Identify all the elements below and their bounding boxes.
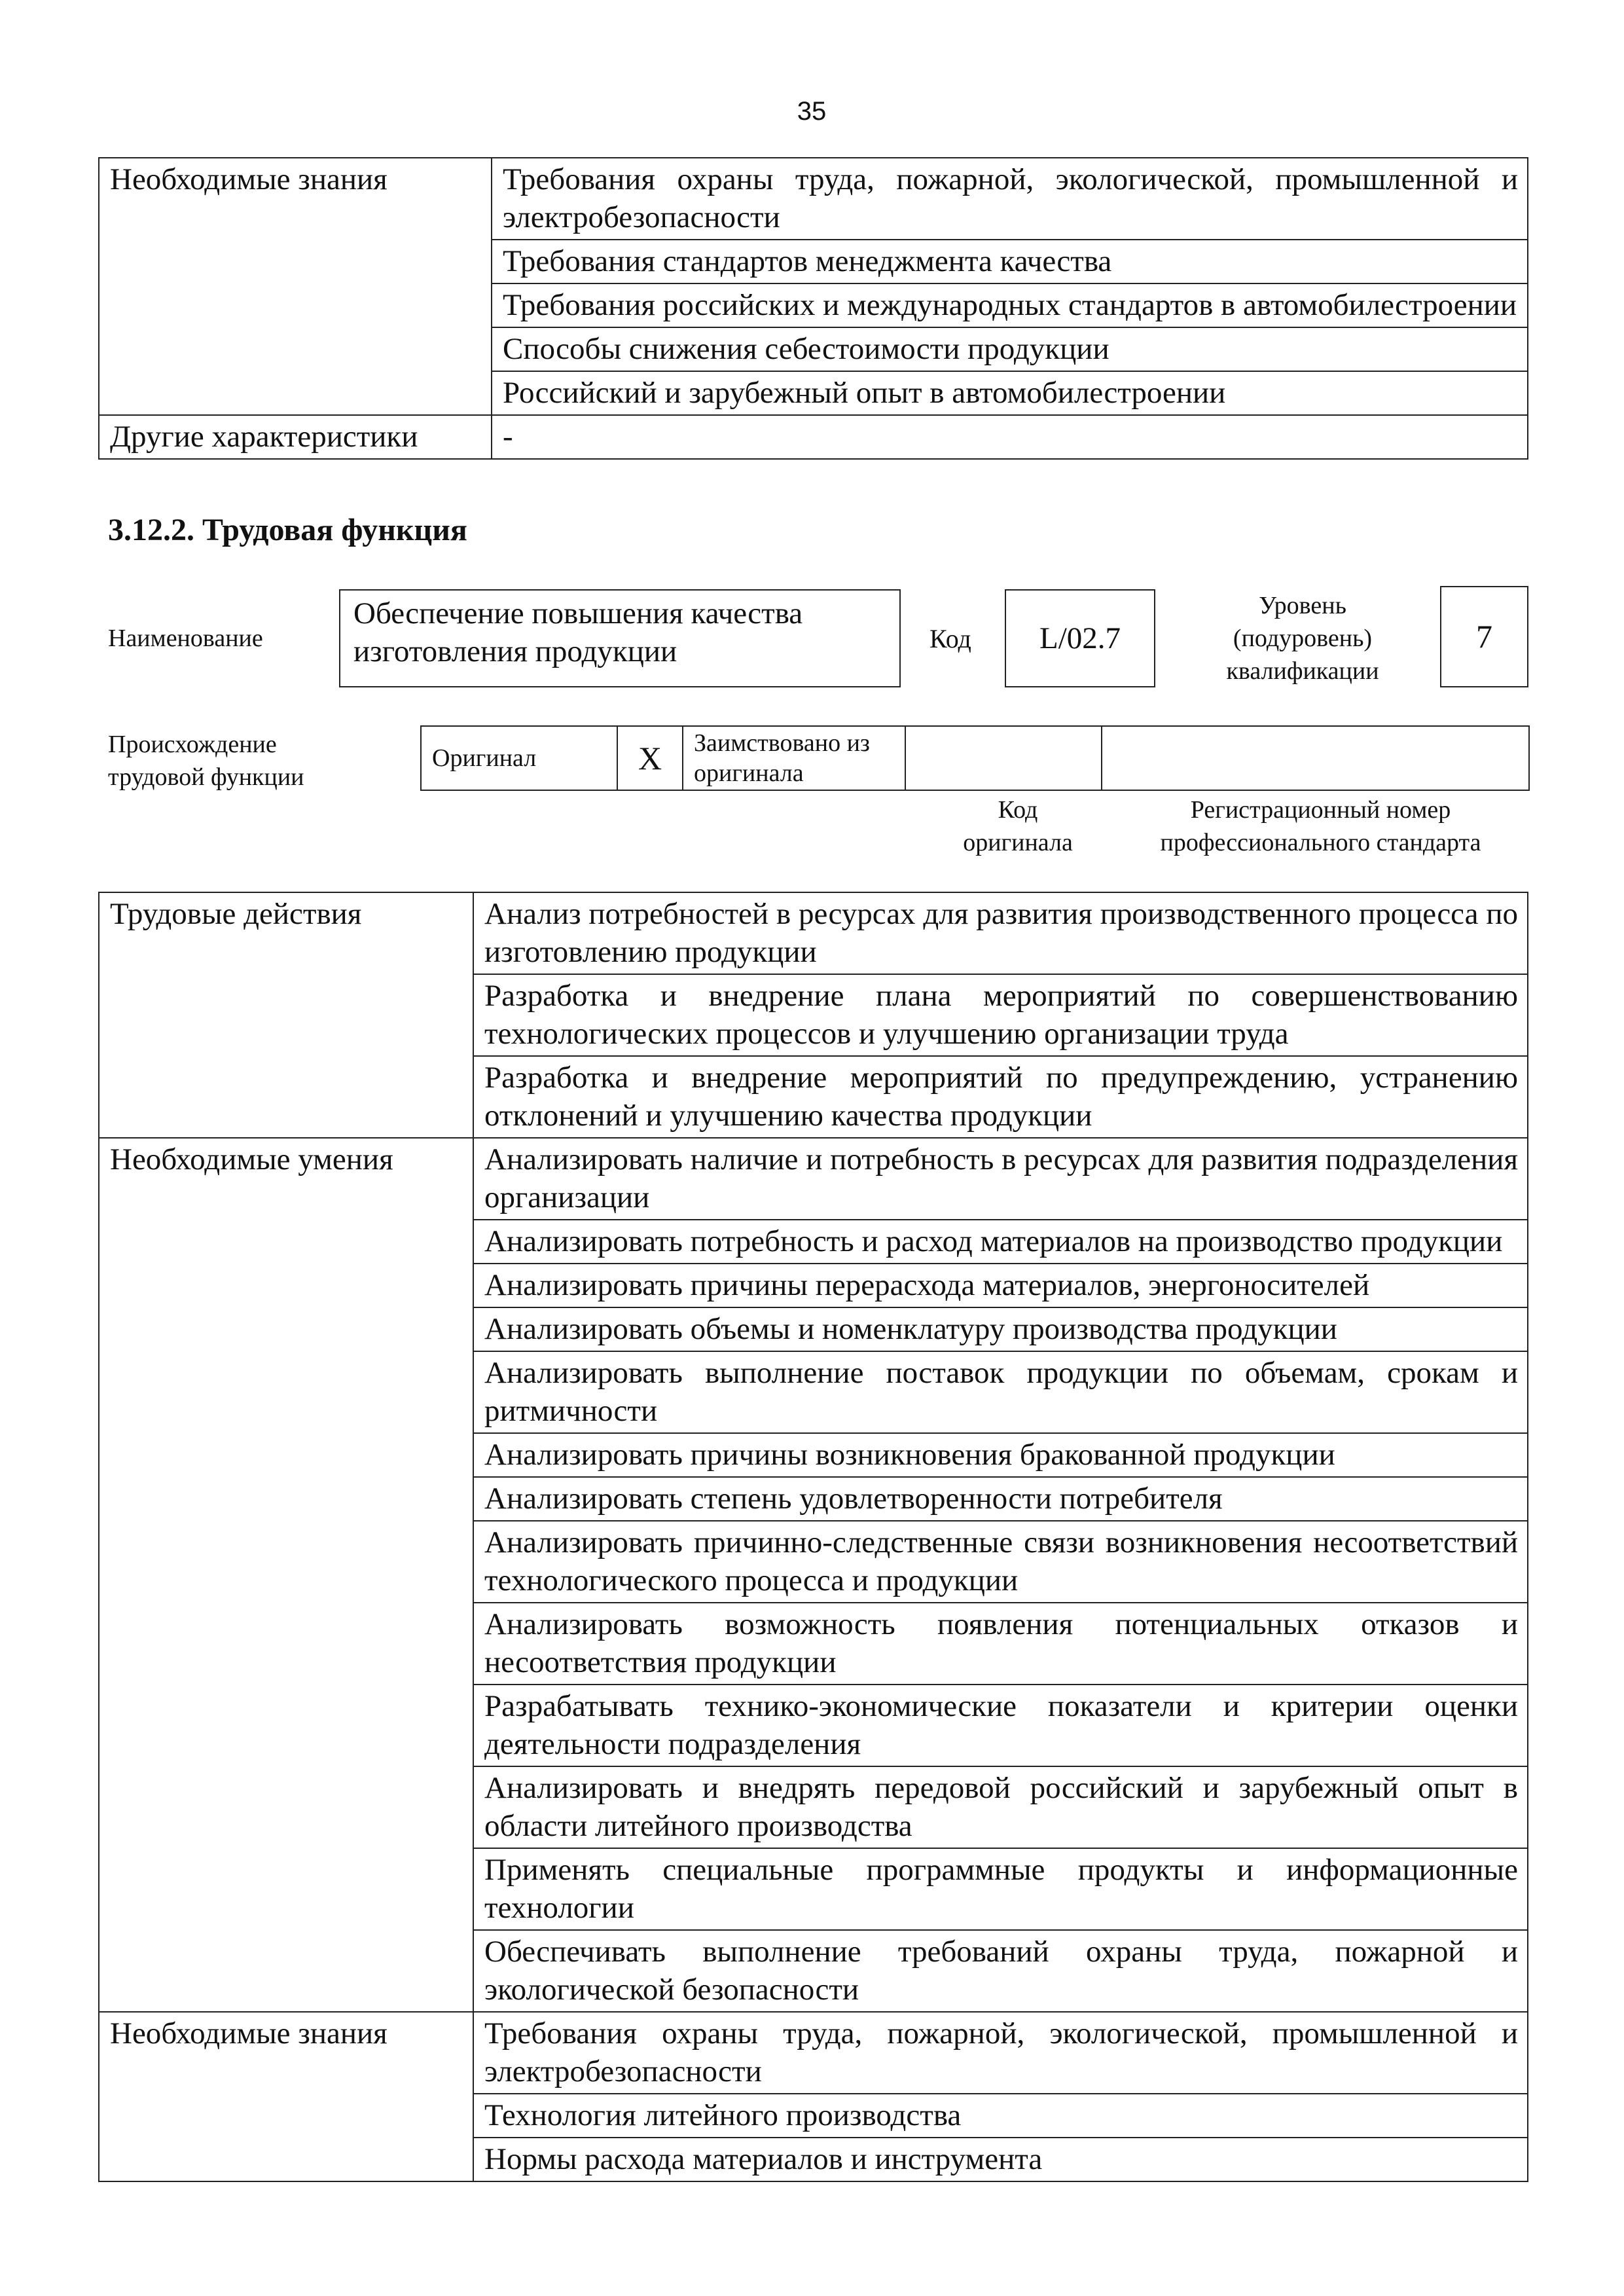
other-characteristics-label: Другие характеристики bbox=[99, 415, 492, 459]
level-label-line: Уровень bbox=[1259, 592, 1346, 619]
borrowed-label: Заимствовано из оригинала bbox=[683, 726, 905, 790]
knowledge-item: Технология литейного производства bbox=[473, 2094, 1528, 2138]
knowledge-label: Необходимые знания bbox=[99, 158, 492, 415]
section-heading: 3.12.2. Трудовая функция bbox=[108, 513, 467, 547]
knowledge-item: Требования охраны труда, пожарной, экологической, промышленной и электробезопасности bbox=[473, 2012, 1528, 2094]
caption-line: Регистрационный номер bbox=[1190, 796, 1451, 824]
caption-line: профессионального стандарта bbox=[1160, 829, 1481, 856]
function-name-box: Обеспечение повышения качества изготовления продукции bbox=[339, 589, 901, 687]
page-number: 35 bbox=[797, 97, 827, 126]
action-item: Анализ потребностей в ресурсах для развития производственного процесса по изготовлению продукции bbox=[473, 892, 1528, 974]
knowledge-item: Требования охраны труда, пожарной, экологической, промышленной и электробезопасности bbox=[492, 158, 1528, 240]
knowledge-item: Требования стандартов менеджмента качества bbox=[492, 240, 1528, 283]
other-characteristics-value: - bbox=[492, 415, 1528, 459]
skill-item: Разрабатывать технико-экономические показатели и критерии оценки деятельности подразделения bbox=[473, 1685, 1528, 1766]
level-label-line: (подуровень) bbox=[1233, 625, 1373, 652]
action-item: Разработка и внедрение плана мероприятий по совершенствованию технологических процессов и улучшению организации труда bbox=[473, 974, 1528, 1056]
knowledge-label: Необходимые знания bbox=[99, 2012, 473, 2181]
code-label: Код bbox=[929, 624, 971, 653]
caption-line: оригинала bbox=[963, 829, 1073, 856]
skill-item: Анализировать степень удовлетворенности потребителя bbox=[473, 1477, 1528, 1521]
origin-label-line: трудовой функции bbox=[108, 763, 304, 791]
top-table bbox=[98, 157, 1528, 460]
knowledge-item: Нормы расхода материалов и инструмента bbox=[473, 2138, 1528, 2181]
knowledge-item: Способы снижения себестоимости продукции bbox=[492, 327, 1528, 371]
original-mark: X bbox=[617, 726, 683, 790]
original-code-caption bbox=[923, 793, 1113, 859]
registration-number-cell bbox=[1102, 726, 1529, 790]
skill-item: Анализировать причинно-следственные связи возникновения несоответствий технологического процесса и продукции bbox=[473, 1521, 1528, 1603]
name-label: Наименование bbox=[108, 625, 263, 652]
skill-item: Анализировать наличие и потребность в ресурсах для развития подразделения организации bbox=[473, 1138, 1528, 1220]
skill-item: Анализировать выполнение поставок продукции по объемам, срокам и ритмичности bbox=[473, 1351, 1528, 1433]
skills-label: Необходимые умения bbox=[99, 1138, 473, 2012]
action-item: Разработка и внедрение мероприятий по предупреждению, устранению отклонений и улучшению качества продукции bbox=[473, 1056, 1528, 1138]
knowledge-item: Российский и зарубежный опыт в автомобилестроении bbox=[492, 371, 1528, 415]
skill-item: Анализировать потребность и расход материалов на производство продукции bbox=[473, 1220, 1528, 1264]
skill-item: Анализировать и внедрять передовой российский и зарубежный опыт в области литейного производства bbox=[473, 1766, 1528, 1848]
skill-item: Обеспечивать выполнение требований охраны труда, пожарной и экологической безопасности bbox=[473, 1930, 1528, 2012]
skill-item: Применять специальные программные продукты и информационные технологии bbox=[473, 1848, 1528, 1930]
skill-item: Анализировать причины возникновения бракованной продукции bbox=[473, 1433, 1528, 1477]
origin-label-line: Происхождение bbox=[108, 731, 277, 758]
skill-item: Анализировать возможность появления потенциальных отказов и несоответствия продукции bbox=[473, 1603, 1528, 1685]
function-code-box: L/02.7 bbox=[1005, 589, 1155, 687]
level-label bbox=[1198, 589, 1407, 687]
level-label-line: квалификации bbox=[1226, 657, 1379, 685]
caption-line: Код bbox=[998, 796, 1038, 824]
original-label: Оригинал bbox=[421, 726, 617, 790]
actions-label: Трудовые действия bbox=[99, 892, 473, 1138]
knowledge-item: Требования российских и международных стандартов в автомобилестроении bbox=[492, 283, 1528, 327]
original-code-cell bbox=[905, 726, 1102, 790]
level-box: 7 bbox=[1440, 586, 1528, 687]
skill-item: Анализировать объемы и номенклатуру производства продукции bbox=[473, 1307, 1528, 1351]
registration-number-caption bbox=[1113, 793, 1528, 859]
skill-item: Анализировать причины перерасхода материалов, энергоносителей bbox=[473, 1264, 1528, 1307]
origin-table bbox=[420, 725, 1530, 791]
origin-label bbox=[108, 728, 304, 793]
main-table bbox=[98, 892, 1528, 2182]
